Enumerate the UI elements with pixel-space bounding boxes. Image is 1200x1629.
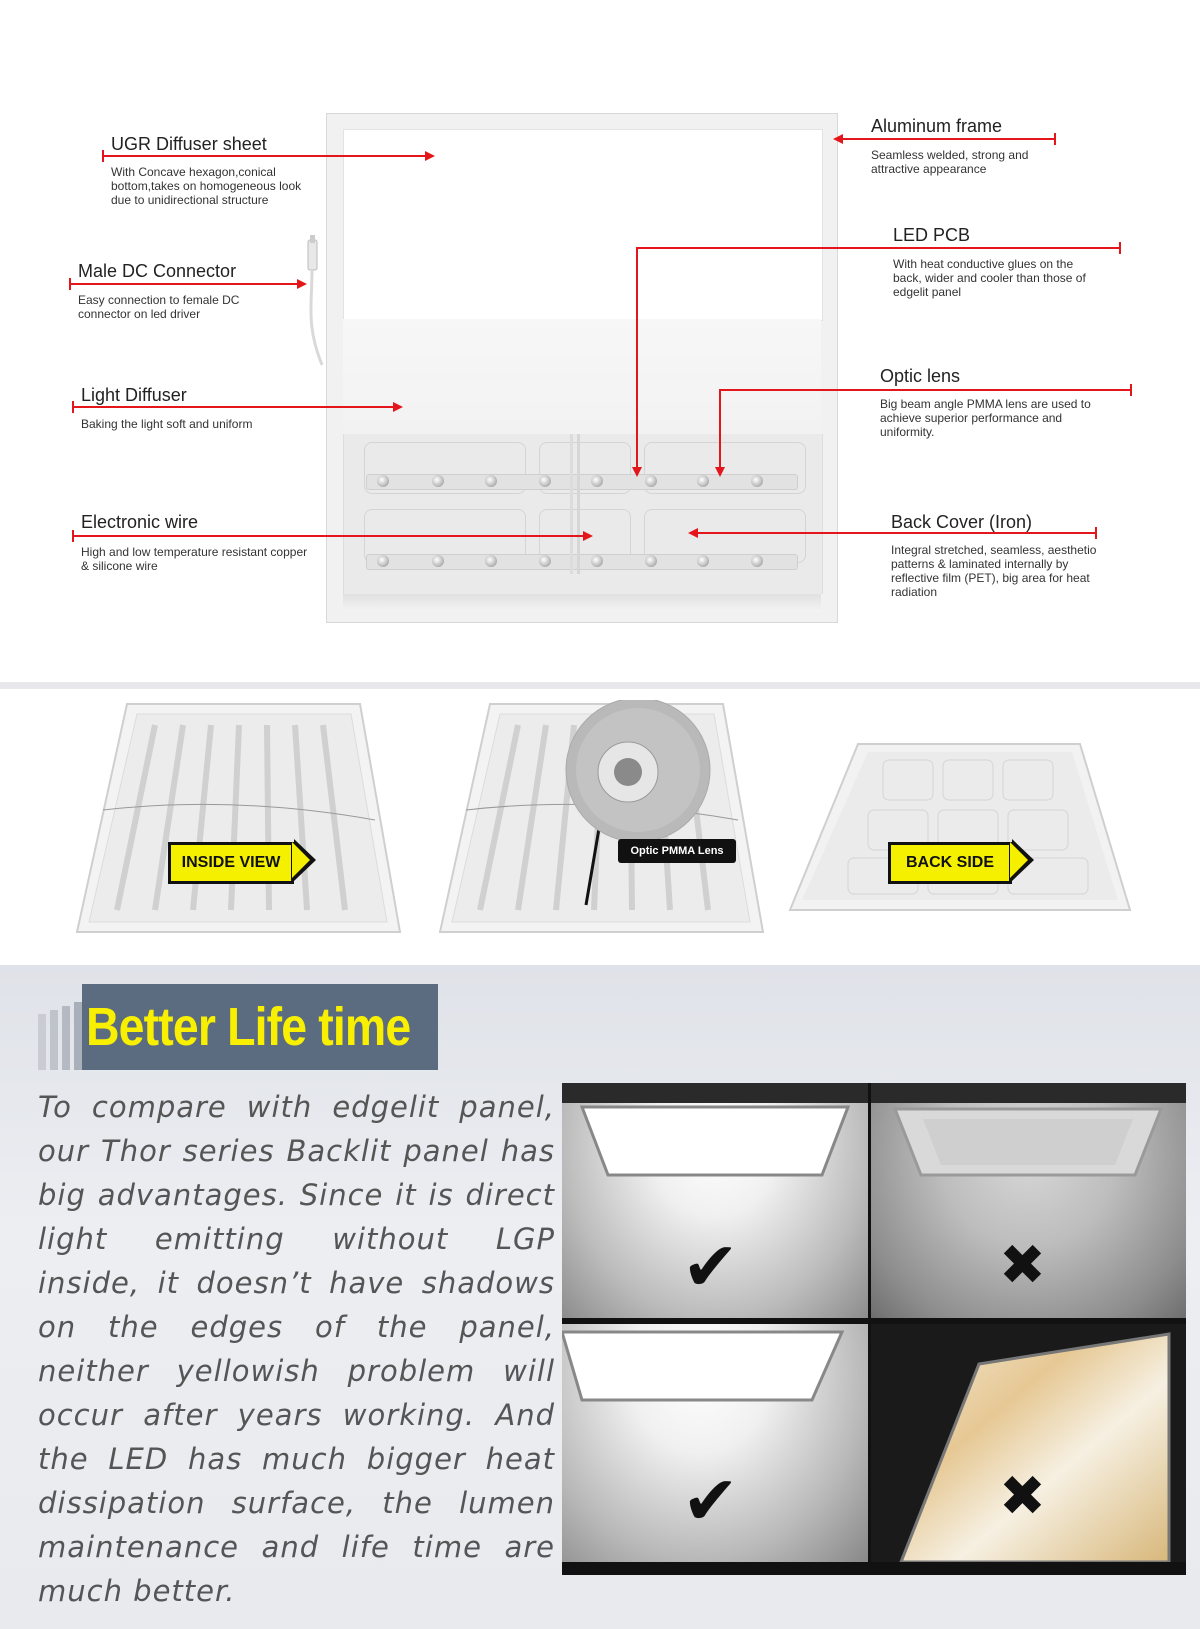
good-panel-image bbox=[562, 1083, 868, 1318]
section-heading: Better Life time bbox=[86, 997, 411, 1057]
ugr-title: UGR Diffuser sheet bbox=[111, 134, 267, 154]
pcb-desc: With heat conductive glues on the back, wider and cooler than those of edgelit panel bbox=[893, 257, 1086, 299]
frame-title: Aluminum frame bbox=[871, 116, 1003, 136]
wire-title: Electronic wire bbox=[81, 512, 199, 532]
back-side-tag: BACK SIDE bbox=[888, 842, 1012, 884]
section-body: To compare with edgelit panel, our Thor series Backlit panel has big advantages. Since it is direct light emitting without LGP inside, it doesn’t have shadows on the edges of the panel, neither yellowish problem will occur after years working. And the LED has much bigger heat dissipation surface, the lumen maintenance and life time are much better. bbox=[38, 1090, 555, 1608]
inside-view-image bbox=[75, 700, 405, 950]
inside-view-tag: INSIDE VIEW bbox=[168, 842, 294, 884]
good-panel-image-2 bbox=[562, 1324, 868, 1562]
light-diffuser-title: Light Diffuser bbox=[81, 385, 187, 405]
optic-desc: Big beam angle PMMA lens are used to achieve superior performance and uniformity. bbox=[880, 397, 1091, 439]
yellowish-panel-image bbox=[871, 1324, 1186, 1562]
light-diffuser-desc: Baking the light soft and uniform bbox=[81, 417, 253, 431]
male-dc-title: Male DC Connector bbox=[78, 261, 237, 281]
led-strip bbox=[366, 474, 798, 490]
diffuser-sheet-area bbox=[343, 129, 823, 321]
section-heading-box bbox=[82, 984, 438, 1070]
back-cover-title: Back Cover (Iron) bbox=[891, 512, 1033, 532]
optic-title: Optic lens bbox=[880, 366, 961, 386]
panel-image bbox=[326, 113, 838, 623]
edgelit-shadow-image bbox=[871, 1083, 1186, 1318]
led-strip bbox=[366, 554, 798, 570]
section-divider bbox=[0, 682, 1200, 689]
frame-desc: Seamless welded, strong and attractive appearance bbox=[871, 148, 1029, 176]
dc-connector-icon bbox=[300, 235, 340, 370]
optic-lens-tag: Optic PMMA Lens bbox=[618, 839, 736, 863]
exploded-diagram bbox=[0, 0, 1200, 680]
back-cover-area bbox=[343, 434, 823, 594]
bad-x-icon: ✖ bbox=[999, 1233, 1046, 1298]
back-side-image bbox=[788, 740, 1133, 920]
pcb-title: LED PCB bbox=[893, 225, 971, 245]
ugr-desc: With Concave hexagon,conical bottom,takes on homogeneous look due to unidirectional structure bbox=[111, 165, 302, 207]
light-diffuser-area bbox=[343, 319, 821, 434]
heading-stripes-icon bbox=[38, 1002, 82, 1070]
comparison-grid bbox=[562, 1083, 1186, 1575]
back-cover-desc: Integral stretched, seamless, aesthetio patterns & laminated internally by reflective film (PET), big area for heat radiation bbox=[891, 543, 1097, 599]
wire-desc: High and low temperature resistant copper & silicone wire bbox=[81, 545, 308, 573]
male-dc-desc: Easy connection to female DC connector on led driver bbox=[78, 293, 240, 321]
optic-view-image bbox=[438, 700, 768, 950]
good-check-icon: ✔ bbox=[682, 1228, 739, 1307]
bad-x-icon-2: ✖ bbox=[999, 1464, 1046, 1529]
views-row bbox=[0, 690, 1200, 965]
good-check-icon-2: ✔ bbox=[682, 1462, 739, 1541]
